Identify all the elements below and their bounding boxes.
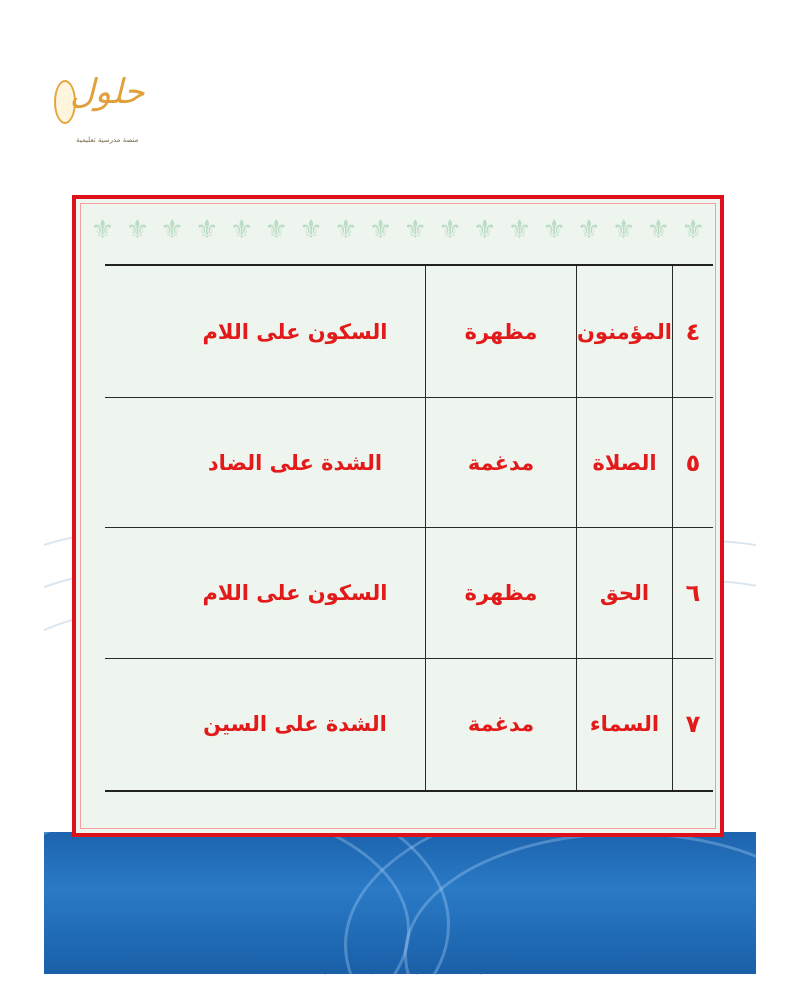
words-table — [105, 264, 713, 792]
state-cell: مدغمة — [426, 658, 577, 791]
table-row — [105, 265, 713, 398]
word-cell: السماء — [577, 658, 673, 791]
row-number: ٦ — [673, 528, 714, 658]
logo-tagline: منصة مدرسية تعليمية — [76, 136, 139, 144]
state-cell: مدغمة — [426, 398, 577, 528]
slide-panel — [80, 203, 716, 829]
word-cell: الحق — [577, 528, 673, 658]
word-cell: المؤمنون — [577, 265, 673, 398]
slide-frame — [72, 195, 724, 837]
decorative-border-row: ⚜ ⚜ ⚜ ⚜ ⚜ ⚜ ⚜ ⚜ ⚜ ⚜ ⚜ ⚜ ⚜ ⚜ ⚜ ⚜ ⚜ ⚜ — [91, 215, 705, 245]
site-logo — [52, 70, 145, 150]
table-row — [105, 398, 713, 528]
logo-wordmark: حلول — [70, 72, 145, 112]
reason-cell: الشدة على السين — [105, 658, 426, 791]
row-number: ٧ — [673, 658, 714, 791]
state-cell: مظهرة — [426, 528, 577, 658]
state-cell: مظهرة — [426, 265, 577, 398]
table-row — [105, 528, 713, 658]
reason-cell: السكون على اللام — [105, 528, 426, 658]
table-row — [105, 658, 713, 791]
background-blue-band — [44, 832, 756, 974]
reason-cell: السكون على اللام — [105, 265, 426, 398]
reason-cell: الشدة على الضاد — [105, 398, 426, 528]
row-number: ٥ — [673, 398, 714, 528]
word-cell: الصلاة — [577, 398, 673, 528]
row-number: ٤ — [673, 265, 714, 398]
